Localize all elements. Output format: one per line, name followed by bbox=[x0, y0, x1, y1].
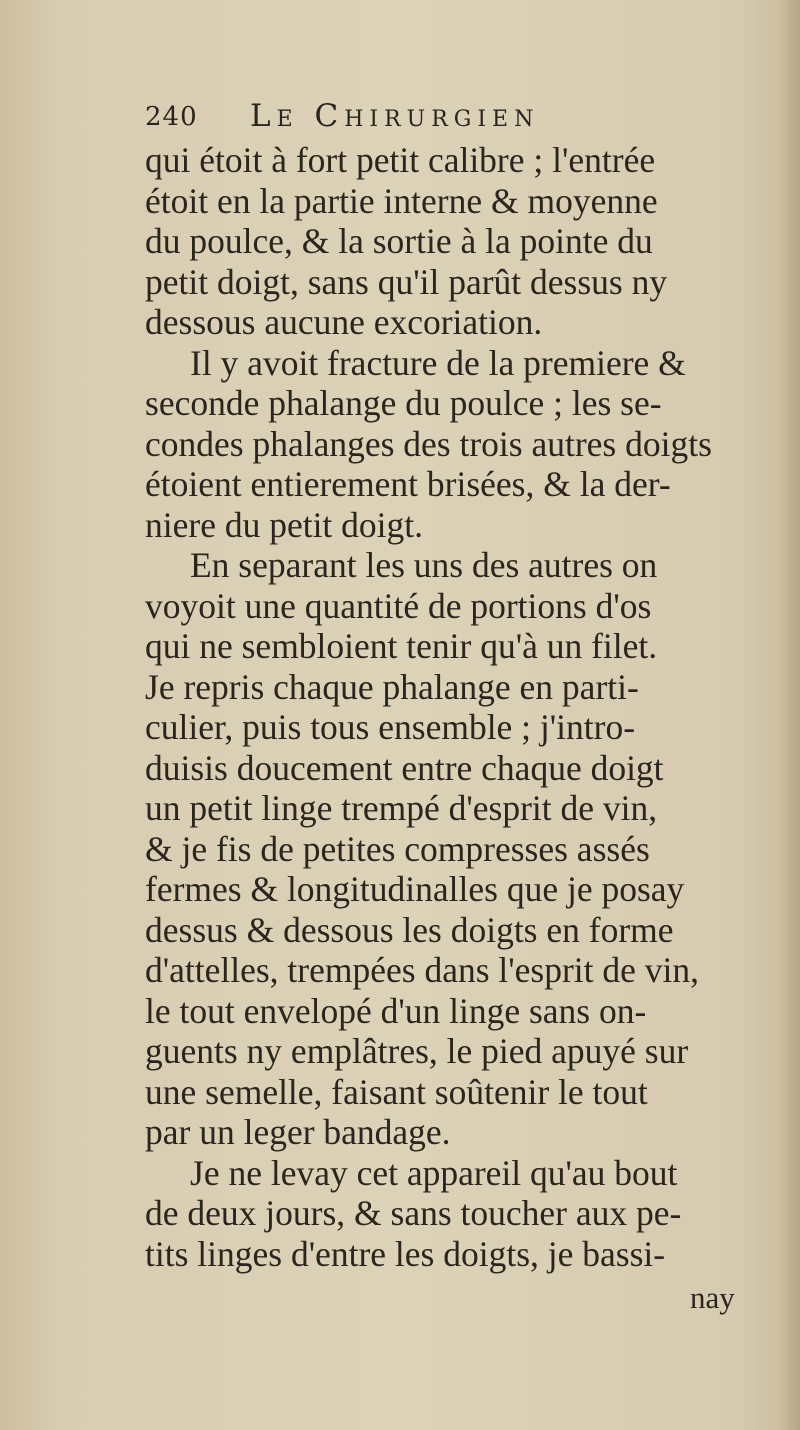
text-line: & je fis de petites compresses assés bbox=[145, 828, 650, 869]
text-line: niere du petit doigt. bbox=[145, 504, 424, 545]
page-header bbox=[145, 98, 745, 138]
text-line: guents ny emplâtres, le pied apuyé sur bbox=[145, 1031, 689, 1071]
text-line: étoient entierement brisées, & la der- bbox=[145, 464, 671, 504]
text-line: seconde phalange du poulce ; les se- bbox=[145, 383, 662, 423]
text-line: de deux jours, & sans toucher aux pe- bbox=[145, 1193, 682, 1233]
text-line: un petit linge trempé d'esprit de vin, bbox=[145, 788, 658, 828]
text-line: Je repris chaque phalange en parti- bbox=[145, 666, 639, 707]
page-number: 240 bbox=[145, 102, 198, 132]
text-line: fermes & longitudinalles que je posay bbox=[145, 869, 685, 909]
text-line: une semelle, faisant soûtenir le tout bbox=[145, 1071, 648, 1112]
text-line: tits linges d'entre les doigts, je bassi- bbox=[145, 1233, 666, 1274]
body-text bbox=[145, 140, 765, 1274]
text-line: du poulce, & la sortie à la pointe du bbox=[145, 221, 653, 261]
text-line: le tout envelopé d'un linge sans on- bbox=[145, 990, 647, 1031]
text-line: petit doigt, sans qu'il parût dessus ny bbox=[145, 261, 668, 302]
text-line: culier, puis tous ensemble ; j'intro- bbox=[145, 707, 636, 747]
paragraph-start-line: Il y avoit fracture de la premiere & bbox=[190, 342, 686, 383]
page-edge-shadow bbox=[778, 0, 800, 1430]
text-line: duisis doucement entre chaque doigt bbox=[145, 747, 664, 788]
catchword: nay bbox=[690, 1280, 735, 1315]
text-line: voyoit une quantité de portions d'os bbox=[145, 585, 652, 626]
text-line: dessus & dessous les doigts en forme bbox=[145, 909, 674, 950]
text-line: qui étoit à fort petit calibre ; l'entrée bbox=[145, 140, 656, 180]
running-head: Le Chirurgien bbox=[250, 98, 540, 134]
paragraph-start-line: Je ne levay cet appareil qu'au bout bbox=[190, 1152, 678, 1193]
text-line: par un leger bandage. bbox=[145, 1112, 451, 1152]
text-line: d'attelles, trempées dans l'esprit de vin, bbox=[145, 950, 700, 990]
text-line: qui ne sembloient tenir qu'à un filet. bbox=[145, 626, 658, 666]
paragraph-start-line: En separant les uns des autres on bbox=[190, 545, 658, 585]
text-line: condes phalanges des trois autres doigts bbox=[145, 423, 712, 464]
text-line: étoit en la partie interne & moyenne bbox=[145, 180, 658, 221]
text-line: dessous aucune excoriation. bbox=[145, 302, 543, 342]
